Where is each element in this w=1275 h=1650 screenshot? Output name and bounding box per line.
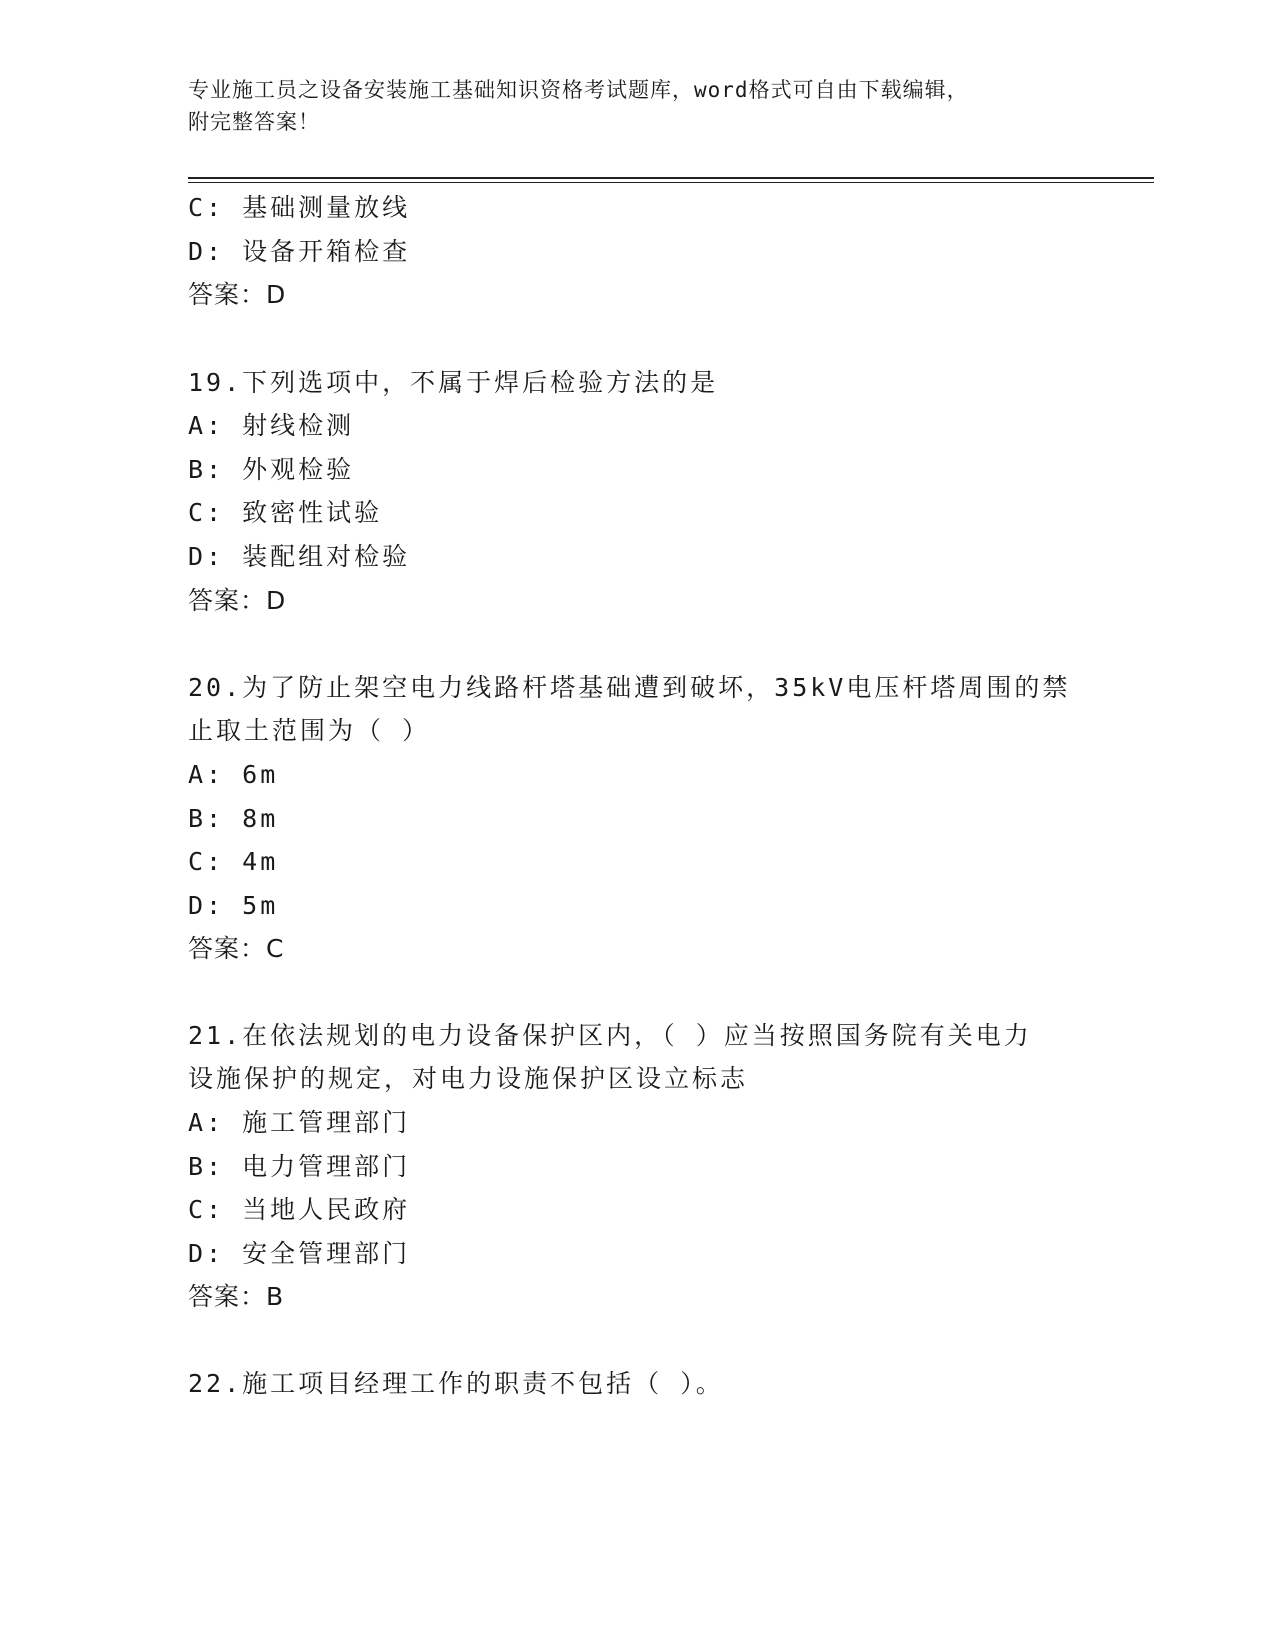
- q19-answer: 答案：D: [188, 586, 287, 615]
- header-divider-thin: [188, 182, 1154, 183]
- q21-option-a: A: 施工管理部门: [188, 1108, 411, 1137]
- q21-stem-line-1: 21.在依法规划的电力设备保护区内，（ ）应当按照国务院有关电力: [188, 1021, 1032, 1050]
- q20-option-d: D: 5m: [188, 891, 279, 920]
- q20-answer: 答案：C: [188, 934, 285, 963]
- prev-option-c: C: 基础测量放线: [188, 193, 411, 222]
- prev-option-d: D: 设备开箱检查: [188, 237, 411, 266]
- q19-stem: 19.下列选项中，不属于焊后检验方法的是: [188, 368, 719, 397]
- q21-option-d: D: 安全管理部门: [188, 1239, 411, 1268]
- prev-answer: 答案：D: [188, 280, 287, 309]
- q19-option-b: B: 外观检验: [188, 455, 355, 484]
- q20-option-a: A: 6m: [188, 760, 279, 789]
- q22-stem: 22.施工项目经理工作的职责不包括（ ）。: [188, 1369, 724, 1398]
- q21-option-c: C: 当地人民政府: [188, 1195, 411, 1224]
- header-line-1: 专业施工员之设备安装施工基础知识资格考试题库，word格式可自由下载编辑，: [188, 78, 969, 102]
- q19-option-d: D: 装配组对检验: [188, 542, 411, 571]
- q20-option-c: C: 4m: [188, 847, 279, 876]
- document-header: [188, 74, 1088, 138]
- header-line-2: 附完整答案！: [188, 110, 320, 134]
- q20-option-b: B: 8m: [188, 804, 279, 833]
- q19-option-c: C: 致密性试验: [188, 498, 383, 527]
- q20-stem-line-1: 20.为了防止架空电力线路杆塔基础遭到破坏，35kV电压杆塔周围的禁: [188, 673, 1071, 702]
- q19-option-a: A: 射线检测: [188, 411, 355, 440]
- header-divider-thick: [188, 177, 1154, 179]
- q21-option-b: B: 电力管理部门: [188, 1152, 411, 1181]
- q20-stem-line-2: 止取土范围为（ ）: [188, 716, 431, 745]
- q21-stem-line-2: 设施保护的规定，对电力设施保护区设立标志: [188, 1064, 749, 1093]
- q21-answer: 答案：B: [188, 1282, 285, 1311]
